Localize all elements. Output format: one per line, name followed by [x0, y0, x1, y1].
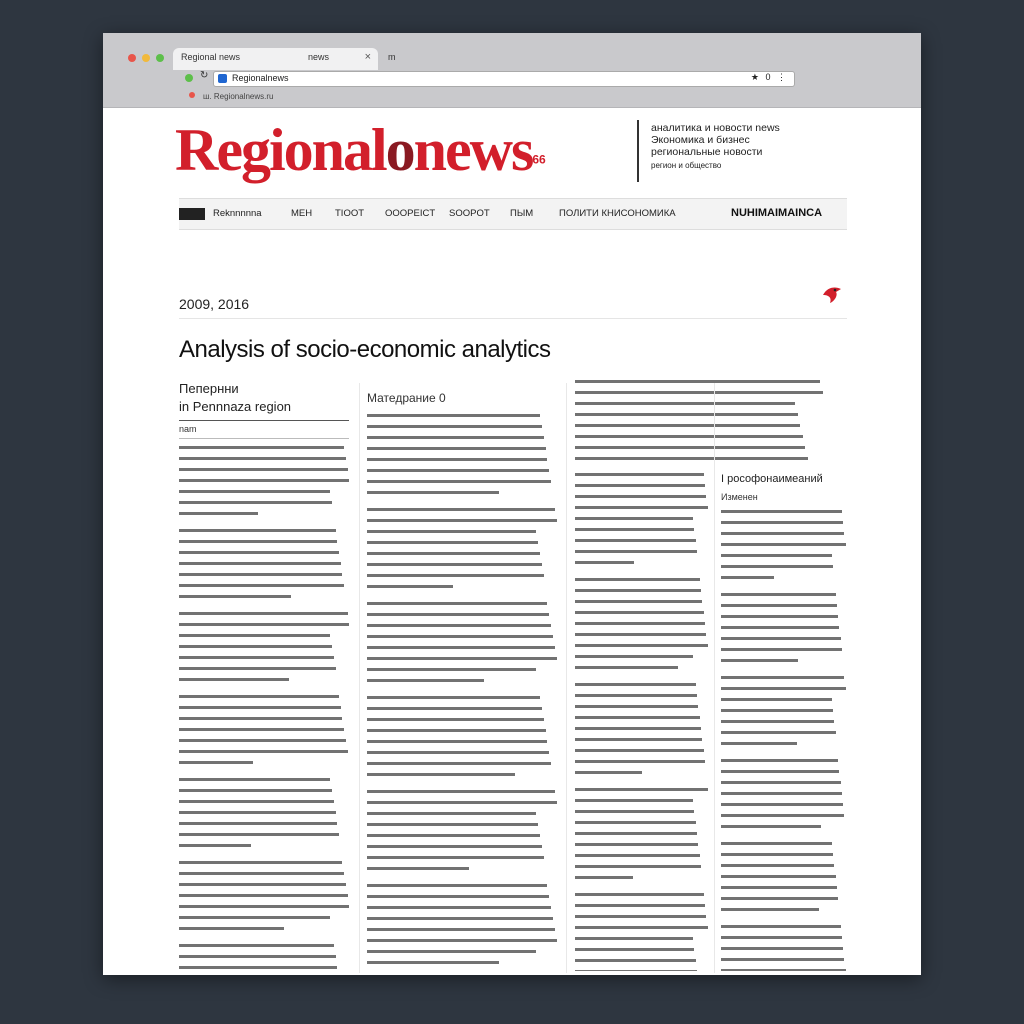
column-1-heading-line-2: in Pennnaza region — [179, 399, 292, 414]
text-line — [367, 574, 544, 577]
tab-title: Regional news — [181, 52, 241, 62]
text-line — [367, 469, 549, 472]
text-line — [179, 811, 336, 814]
text-line — [575, 843, 698, 846]
text-line — [179, 905, 349, 908]
text-line — [575, 948, 694, 951]
text-line — [179, 645, 332, 648]
text-line — [367, 635, 553, 638]
address-controls[interactable]: ★ 0 ⋮ — [750, 72, 788, 82]
text-line — [721, 554, 832, 557]
text-line — [367, 856, 544, 859]
text-line — [367, 773, 515, 776]
text-line — [721, 659, 798, 662]
text-line — [721, 864, 834, 867]
text-line — [575, 506, 708, 509]
text-line — [367, 917, 553, 920]
column-separator — [714, 383, 715, 973]
browser-window — [103, 33, 921, 975]
text-line — [179, 894, 348, 897]
text-line — [179, 861, 342, 864]
text-line — [179, 656, 334, 659]
text-line — [575, 600, 702, 603]
text-line — [367, 696, 540, 699]
text-line — [367, 414, 540, 417]
text-line — [575, 854, 700, 857]
nav-item-6[interactable]: ПОЛИТИ КНИСОНОМИКА — [559, 208, 676, 219]
text-line — [575, 622, 705, 625]
text-line — [367, 895, 549, 898]
text-line — [367, 790, 555, 793]
text-line — [721, 576, 774, 579]
text-line — [575, 457, 808, 460]
text-line — [575, 446, 805, 449]
text-line — [367, 823, 538, 826]
article-date: 2009, 2016 — [179, 296, 250, 312]
text-line — [179, 955, 336, 958]
maximize-window-icon[interactable] — [156, 54, 164, 62]
column-4-heading: I рософонаимеаний — [721, 473, 823, 485]
site-favicon-icon — [218, 74, 227, 83]
text-line — [575, 655, 693, 658]
text-line — [367, 447, 546, 450]
close-tab-icon[interactable]: × — [364, 51, 371, 63]
text-line — [721, 969, 846, 971]
text-line — [367, 563, 542, 566]
text-line — [575, 473, 704, 476]
masthead-tagline — [651, 122, 851, 172]
text-line — [367, 834, 540, 837]
bookmarks-bar[interactable]: ш. Regionalnews.ru — [203, 92, 274, 101]
text-line — [721, 731, 836, 734]
text-line — [179, 667, 336, 670]
text-line — [179, 695, 339, 698]
text-line — [575, 799, 693, 802]
text-line — [575, 771, 642, 774]
browser-chrome — [103, 33, 921, 108]
column-separator — [359, 383, 360, 973]
text-line — [721, 897, 838, 900]
text-line — [179, 562, 341, 565]
text-line — [575, 380, 820, 383]
text-line — [575, 435, 803, 438]
text-line — [575, 561, 634, 564]
minimize-window-icon[interactable] — [142, 54, 150, 62]
column-3-text — [575, 380, 825, 468]
text-line — [721, 875, 836, 878]
text-line — [179, 944, 334, 947]
text-line — [575, 832, 697, 835]
text-line — [721, 814, 844, 817]
text-line — [575, 644, 708, 647]
tagline-line-3: региональные новости — [651, 146, 763, 158]
text-line — [367, 812, 536, 815]
nav-item-0[interactable]: Reknnnnna — [213, 208, 262, 219]
text-line — [575, 413, 798, 416]
text-line — [721, 759, 838, 762]
text-line — [575, 424, 800, 427]
column-4-text — [721, 510, 847, 971]
text-line — [179, 750, 348, 753]
text-line — [367, 679, 484, 682]
text-line — [367, 657, 557, 660]
text-line — [179, 479, 349, 482]
column-1-text — [179, 446, 351, 971]
text-line — [179, 490, 330, 493]
tagline-line-2: Экономика и бизнес — [651, 134, 750, 146]
text-line — [721, 908, 819, 911]
logo-swoosh-icon: o — [385, 117, 414, 183]
text-line — [367, 491, 499, 494]
column-1-heading-line-1: Пепернни — [179, 381, 239, 396]
date-divider — [179, 318, 847, 319]
text-line — [575, 727, 701, 730]
text-line — [367, 602, 547, 605]
column-1-rule — [179, 420, 349, 421]
text-line — [367, 939, 557, 942]
bookmark-dot-icon — [189, 92, 195, 98]
text-line — [721, 925, 841, 928]
text-line — [367, 884, 547, 887]
text-line — [721, 842, 832, 845]
text-line — [721, 676, 844, 679]
text-line — [575, 391, 823, 394]
nav-item-3[interactable]: OOOPEICT — [385, 208, 436, 219]
text-line — [721, 709, 833, 712]
text-line — [367, 762, 551, 765]
text-line — [575, 705, 698, 708]
text-line — [575, 633, 706, 636]
nav-home-icon[interactable] — [179, 208, 205, 220]
text-line — [367, 624, 551, 627]
text-line — [179, 927, 284, 930]
text-line — [721, 720, 834, 723]
text-line — [575, 666, 678, 669]
text-line — [575, 528, 694, 531]
text-line — [179, 446, 344, 449]
text-line — [179, 872, 344, 875]
text-line — [367, 740, 547, 743]
nav-item-5[interactable]: ПЫМ — [510, 208, 534, 219]
text-line — [179, 529, 336, 532]
main-nav — [179, 198, 847, 230]
text-line — [179, 457, 346, 460]
text-line — [721, 958, 844, 961]
text-line — [575, 915, 706, 918]
column-2-text — [367, 414, 559, 971]
text-line — [721, 648, 842, 651]
text-line — [367, 519, 557, 522]
text-line — [367, 436, 544, 439]
text-line — [721, 825, 821, 828]
column-4-subheading: Изменен — [721, 492, 758, 502]
text-line — [575, 760, 705, 763]
text-line — [575, 904, 705, 907]
text-line — [179, 678, 289, 681]
text-line — [721, 936, 842, 939]
text-line — [367, 552, 540, 555]
text-line — [179, 833, 339, 836]
column-1-heading — [179, 380, 291, 416]
text-line — [179, 634, 330, 637]
text-line — [179, 966, 337, 969]
text-line — [179, 883, 346, 886]
text-line — [721, 742, 797, 745]
bird-logo-icon — [821, 283, 843, 305]
text-line — [575, 970, 697, 971]
text-line — [367, 950, 536, 953]
text-line — [367, 668, 536, 671]
text-line — [721, 781, 841, 784]
text-line — [721, 532, 844, 535]
text-line — [575, 716, 700, 719]
column-1-subheading: nam — [179, 424, 197, 434]
text-line — [179, 595, 291, 598]
text-line — [367, 585, 453, 588]
text-line — [575, 694, 697, 697]
nav-item-4[interactable]: SOOPOT — [449, 208, 490, 219]
back-icon[interactable]: ↻ — [200, 70, 209, 81]
column-2-heading: Матедрание 0 — [367, 391, 446, 405]
text-line — [575, 738, 702, 741]
text-line — [179, 739, 346, 742]
text-line — [367, 541, 538, 544]
browser-tab[interactable] — [173, 48, 378, 70]
text-line — [179, 717, 342, 720]
text-line — [575, 484, 705, 487]
text-line — [367, 751, 549, 754]
text-line — [575, 539, 696, 542]
text-line — [179, 916, 330, 919]
text-line — [179, 540, 337, 543]
text-line — [721, 803, 843, 806]
text-line — [367, 707, 542, 710]
logo-news: news — [413, 117, 533, 183]
text-line — [575, 821, 696, 824]
text-line — [367, 425, 542, 428]
tagline-line-4: регион и общество — [651, 161, 722, 170]
masthead-divider — [637, 120, 639, 182]
site-logo[interactable] — [175, 116, 635, 186]
text-line — [179, 800, 334, 803]
text-line — [367, 845, 542, 848]
text-line — [575, 517, 693, 520]
text-line — [367, 458, 547, 461]
text-line — [721, 687, 846, 690]
text-line — [575, 550, 697, 553]
text-line — [367, 613, 549, 616]
nav-item-2[interactable]: TIOOT — [335, 208, 365, 219]
text-line — [721, 853, 833, 856]
text-line — [179, 778, 330, 781]
text-line — [367, 928, 555, 931]
text-line — [179, 728, 344, 731]
text-line — [721, 510, 842, 513]
address-bar[interactable] — [213, 71, 795, 87]
text-line — [721, 604, 837, 607]
text-line — [179, 512, 258, 515]
text-line — [179, 822, 337, 825]
text-line — [179, 584, 344, 587]
reload-icon[interactable] — [185, 74, 193, 82]
text-line — [721, 543, 846, 546]
close-window-icon[interactable] — [128, 54, 136, 62]
text-line — [721, 792, 842, 795]
text-line — [575, 683, 696, 686]
text-line — [367, 961, 499, 964]
text-line — [575, 749, 704, 752]
text-line — [367, 729, 546, 732]
logo-regional: Regional — [175, 117, 386, 183]
text-line — [575, 578, 700, 581]
text-line — [721, 593, 836, 596]
text-line — [367, 906, 551, 909]
text-line — [721, 615, 838, 618]
text-line — [179, 761, 253, 764]
text-line — [575, 926, 708, 929]
text-line — [721, 947, 843, 950]
nav-item-right[interactable]: NUHIMAIMAINCA — [731, 207, 823, 219]
text-line — [179, 844, 251, 847]
text-line — [367, 646, 555, 649]
text-line — [179, 573, 342, 576]
text-line — [367, 718, 544, 721]
text-line — [575, 893, 704, 896]
column-1-rule-2 — [179, 438, 349, 439]
column-separator — [566, 383, 567, 973]
text-line — [179, 501, 332, 504]
text-line — [575, 402, 795, 405]
logo-suffix: 66 — [532, 152, 546, 167]
text-line — [721, 637, 841, 640]
address-text: Regionalnews — [232, 73, 289, 83]
text-line — [575, 865, 701, 868]
text-line — [721, 565, 833, 568]
text-line — [721, 626, 839, 629]
tab-url-hint: news — [308, 52, 330, 62]
text-line — [367, 801, 557, 804]
article-title: Analysis of socio-economic analytics — [179, 336, 551, 363]
text-line — [179, 612, 348, 615]
text-line — [575, 810, 694, 813]
text-line — [575, 589, 701, 592]
text-line — [575, 937, 693, 940]
text-line — [367, 530, 536, 533]
column-3b-text — [575, 473, 709, 971]
new-tab-button[interactable]: m — [388, 52, 396, 62]
text-line — [367, 867, 469, 870]
tagline-line-1: аналитика и новости news — [651, 122, 780, 134]
text-line — [721, 886, 837, 889]
text-line — [575, 959, 696, 962]
text-line — [721, 521, 843, 524]
text-line — [179, 468, 348, 471]
text-line — [367, 508, 555, 511]
text-line — [575, 788, 708, 791]
text-line — [721, 698, 832, 701]
nav-item-1[interactable]: MEH — [291, 208, 313, 219]
text-line — [179, 551, 339, 554]
text-line — [575, 495, 706, 498]
text-line — [179, 623, 349, 626]
text-line — [575, 611, 704, 614]
text-line — [367, 480, 551, 483]
text-line — [575, 876, 633, 879]
text-line — [179, 789, 332, 792]
news-page — [103, 108, 921, 975]
text-line — [179, 706, 341, 709]
text-line — [721, 770, 839, 773]
